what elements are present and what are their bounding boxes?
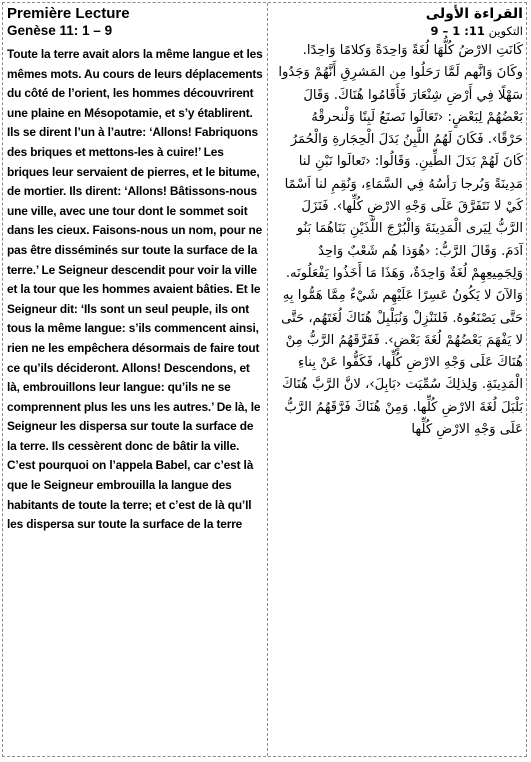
arabic-title: القراءة الأولى <box>425 6 523 22</box>
arabic-reference-numbers: 11: 1 – 9 <box>430 24 485 38</box>
french-column <box>7 5 263 535</box>
arabic-reference-book: التكوين <box>488 24 523 38</box>
arabic-reference <box>273 23 523 39</box>
reading-sheet <box>2 2 527 757</box>
french-reference: Genèse 11: 1 – 9 <box>7 23 113 38</box>
column-divider <box>267 3 268 756</box>
arabic-text: كَانَتِ الارْضُ كُلُّهَا لُغَةً وَاحِدَةً وَكلامًا وَاحِدًا. وكَانَ وَانَّهم لَمَّا رَحَلُوا مِن المَشرِقِ أَنَّهُمْ وَجَدُوا سَهْلًا فِي أَرْضِ شِنْعَارَ فَأَقَامُوا هُنَاكَ. وَقَالَ بَعْضُهُمْ لِبَعْضٍ: ‹تَعَالَوا نَصنَعُ لَبِنًا وَلْنحرقْهُ حَرْقًا›. فَكَانَ لَهُمُ اللَّبِنُ بَدَلَ الْحِجَارةِ وَالْحُمَرُ كَانَ لَهُمْ بَدَلَ الطِّينِ. وَقَالُوا: ‹تَعالَوا نَبْنِ لنا مَدِينَةً وَبُرجا رَأسُهُ فِي السَّمَاءِ، وَنُقِمِ لنا اَسْمًا كَيْ لا نَتَفَرَّقَ عَلَى وَجْهِ الارْضِ كُلِّها›. فَنَزَلَ الرَّبُّ لِيَرى الْمَدِينَةَ وَالْبُرْجَ اللَّذَيْنِ بَنَاهُمَا بَنُو آدَمَ. وَقَالَ الرَّبُّ: ‹هُوَذا هُم شَعْبٌ وَاحِدٌ وَلِجَمِيعِهِمْ لُغَةٌ وَاحِدَةٌ، وَهَذَا مَا أَخَذُوا يَفْعَلُونَه. وَالآنَ لا يَكُونُ عَسِرًا عَلَيْهِم شَيْءٌ مِمَّا هَمُّوا بِهِ حَتَّى يَصْنَعُوهُ. فَلنَنْزِلْ وَنُبَلْبِلْ هُنَاكَ لُغَتَهُم، حَتَّى لا يَفْهَمَ بَعْضُهُمْ لُغَةَ بَعْضٍ›. فَفَرَّقَهُمُ الرَّبُّ مِنْ هُنَاكَ عَلَى وَجْهِ الارْضِ كُلِّها، فَكَفُّوا عَنْ بِناءِ الْمَدِينَةِ. وَلِذلِكَ سُمِّيَت ‹بَابِلَ›، لانَّ الرَّبَّ هُنَاكَ بَلْبَلَ لُغَةَ الارْضِ كُلِّها. وَمِنْ هُنَاكَ فَرَّقَهُمُ الرَّبُّ عَلَى وَجْهِ الارْضِ كُلِّها <box>278 43 523 438</box>
french-text: Toute la terre avait alors la même langue et les mêmes mots. Au cours de leurs déplacements du côté de l’orient, les hommes découvrirent une plaine en Mésopotamie, et s’y établirent. Ils se dirent l’un à l’autre: ‘Allons! Fabriquons des briques et mettons-les à cuire!’ Les briques leur servaient de pierres, et le bitume, de mortier. Ils dirent: ‘Allons! Bâtissons-nous une ville, avec une tour dont le sommet soit dans les cieux. Faisons-nous un nom, pour ne pas être disséminés sur toute la surface de la terre.’ Le Seigneur descendit pour voir la ville et la tour que les hommes avaient bâties. Et le Seigneur dit: ‘Ils sont un seul peuple, ils ont tous la même langue: s’ils commencent ainsi, rien ne les empêchera désormais de faire tout ce qu’ils décideront. Allons! Descendons, et là, embrouillons leur langue: qu’ils ne se comprennent plus les uns les autres.’ De là, le Seigneur les dispersa sur toute la surface de la terre. Ils cessèrent donc de bâtir la ville. C’est pourquoi on l’appela Babel, car c’est là que le Seigneur embrouilla la langue des habitants de toute la terre; et c’est de là qu’Il les dispersa sur toute la surface de la terre <box>7 47 263 532</box>
arabic-column <box>273 5 523 441</box>
french-title: Première Lecture <box>7 5 130 22</box>
